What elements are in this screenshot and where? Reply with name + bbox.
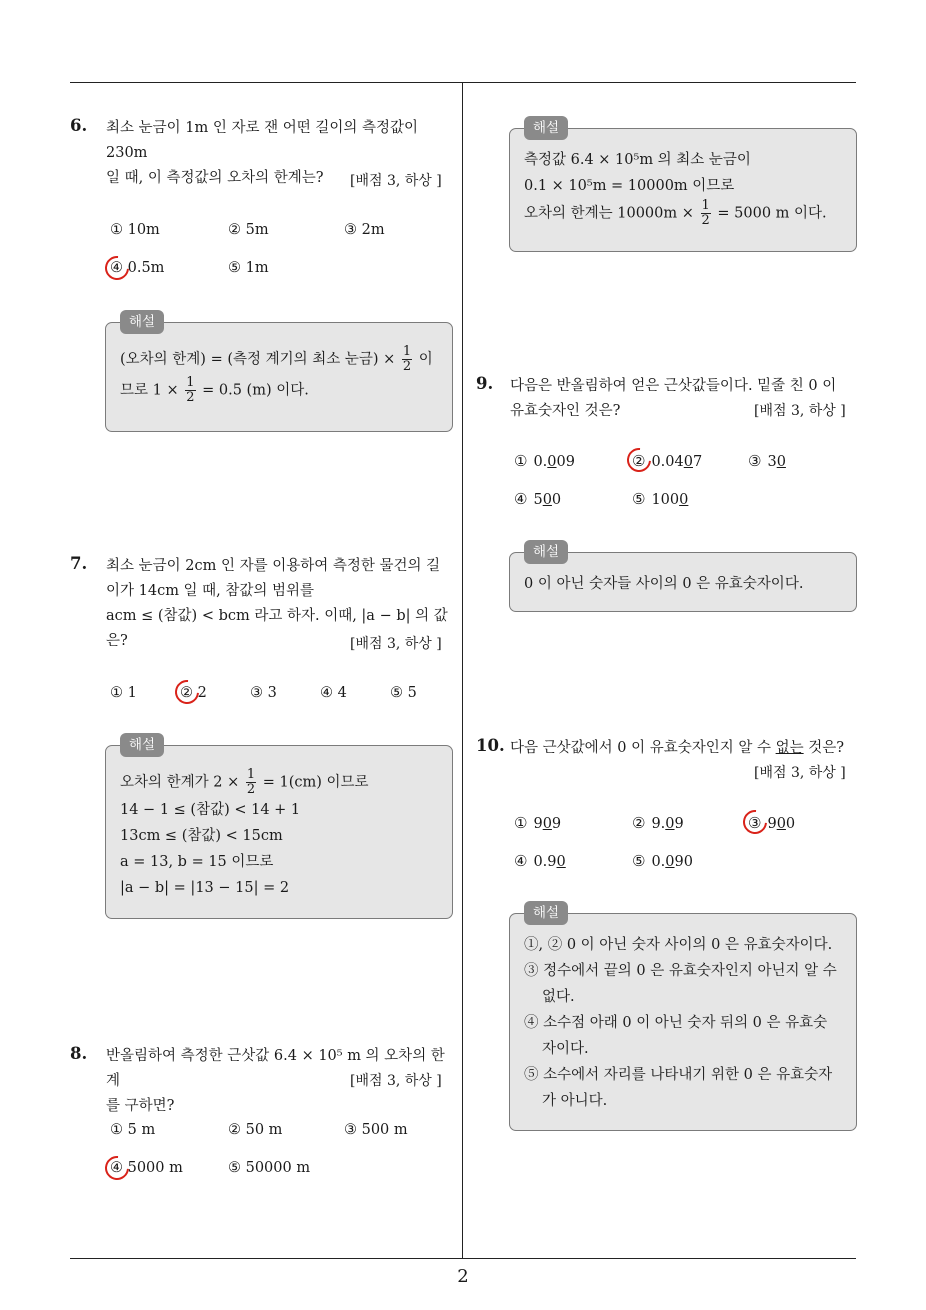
q6-solution-box bbox=[105, 314, 453, 432]
q10-solution-box bbox=[509, 905, 857, 1131]
q10-option-5[interactable]: ⑤ 0.090 bbox=[632, 852, 693, 870]
q10-option-3[interactable]: ③ 900 bbox=[748, 814, 796, 832]
q6-option-5[interactable]: ⑤ 1m bbox=[228, 260, 269, 276]
q7-sol-line2: 14 − 1 ≤ (참값) < 14 + 1 bbox=[120, 802, 301, 818]
q8-option-4[interactable]: ④ 5000 m bbox=[110, 1160, 183, 1176]
q9-option-3[interactable]: ③ 30 bbox=[748, 452, 786, 470]
q10-sol-line4: ④ 소수점 아래 0 이 아닌 숫자 뒤의 0 은 유효숫 bbox=[524, 1015, 828, 1031]
q6-line2: 일 때, 이 측정값의 오차의 한계는? bbox=[106, 170, 324, 186]
solution-tag: 해설 bbox=[524, 540, 568, 564]
q8-option-3[interactable]: ③ 500 m bbox=[344, 1122, 408, 1138]
answer-mark-circle bbox=[100, 1151, 134, 1185]
q7-line3: acm ≤ (참값) < bcm 라고 하자. 이때, |a − b| 의 값은? bbox=[106, 608, 448, 649]
answer-mark-circle bbox=[622, 443, 656, 477]
q10-option-4[interactable]: ④ 0.90 bbox=[514, 852, 566, 870]
q8-option-2[interactable]: ② 50 m bbox=[228, 1122, 283, 1138]
q8-solution-box bbox=[509, 120, 857, 252]
q7-solution-box bbox=[105, 737, 453, 919]
answer-mark-circle bbox=[738, 805, 772, 839]
q6-sol-line2: 므로 1 × $\frac{1}{2}$ = 0.5 (m) 이다. bbox=[120, 375, 309, 405]
q10-text bbox=[510, 736, 860, 761]
q7-line1: 최소 눈금이 2cm 인 자를 이용하여 측정한 물건의 길 bbox=[106, 558, 441, 574]
q10-sol-line1: ①, ② 0 이 아닌 숫자 사이의 0 은 유효숫자이다. bbox=[524, 937, 833, 953]
q8-number: 8. bbox=[70, 1044, 88, 1063]
q7-line2: 이가 14cm 일 때, 참값의 범위를 bbox=[106, 583, 315, 599]
q10-sol-line5: 자이다. bbox=[542, 1041, 589, 1057]
q7-option-4[interactable]: ④ 4 bbox=[320, 685, 347, 701]
q9-number: 9. bbox=[476, 374, 494, 393]
q8-line1: 반올림하여 측정한 근삿값 6.4 × 10⁵ m 의 오차의 한계 bbox=[106, 1048, 445, 1089]
q9-option-2[interactable]: ② 0.0407 bbox=[632, 452, 703, 470]
q6-option-3[interactable]: ③ 2m bbox=[344, 222, 385, 238]
q8-option-1[interactable]: ① 5 m bbox=[110, 1122, 156, 1138]
q8-score: [배점 3, 하상 ] bbox=[350, 1073, 442, 1089]
q7-score: [배점 3, 하상 ] bbox=[350, 636, 442, 652]
q7-sol-line4: a = 13, b = 15 이므로 bbox=[120, 854, 274, 870]
q7-option-5[interactable]: ⑤ 5 bbox=[390, 685, 417, 701]
q7-option-3[interactable]: ③ 3 bbox=[250, 685, 277, 701]
q9-solution-box bbox=[509, 544, 857, 612]
q8-sol-line3: 오차의 한계는 10000m × $\frac{1}{2}$ = 5000 m 이다. bbox=[524, 198, 827, 228]
q10-sol-line6: ⑤ 소수에서 자리를 나타내기 위한 0 은 유효숫자 bbox=[524, 1067, 833, 1083]
solution-tag: 해설 bbox=[524, 116, 568, 140]
q9-line2: 유효숫자인 것은? bbox=[510, 403, 621, 419]
q7-sol-line3: 13cm ≤ (참값) < 15cm bbox=[120, 828, 283, 844]
q6-option-4[interactable]: ④ 0.5m bbox=[110, 260, 165, 276]
page-number: 2 bbox=[457, 1266, 469, 1287]
q7-option-1[interactable]: ① 1 bbox=[110, 685, 137, 701]
q10-sol-line3: 없다. bbox=[542, 989, 575, 1005]
q9-option-1[interactable]: ① 0.009 bbox=[514, 452, 575, 470]
q8-sol-line1: 측정값 6.4 × 10⁵m 의 최소 눈금이 bbox=[524, 152, 751, 168]
q9-option-4[interactable]: ④ 500 bbox=[514, 490, 562, 508]
bottom-rule bbox=[70, 1258, 856, 1259]
q7-sol-line5: |a − b| = |13 − 15| = 2 bbox=[120, 880, 290, 896]
q10-line1: 다음 근삿값에서 0 이 유효숫자인지 알 수 없는 것은? bbox=[510, 740, 845, 756]
q10-number: 10. bbox=[476, 736, 505, 755]
solution-tag: 해설 bbox=[120, 733, 164, 757]
q6-score: [배점 3, 하상 ] bbox=[350, 173, 442, 189]
answer-mark-circle bbox=[100, 251, 134, 285]
q9-line1: 다음은 반올림하여 얻은 근삿값들이다. 밑줄 친 0 이 bbox=[510, 378, 837, 394]
column-divider bbox=[462, 82, 463, 1258]
answer-mark-circle bbox=[170, 675, 204, 709]
solution-tag: 해설 bbox=[120, 310, 164, 334]
q8-option-5[interactable]: ⑤ 50000 m bbox=[228, 1160, 311, 1176]
q10-sol-line2: ③ 정수에서 끝의 0 은 유효숫자인지 아닌지 알 수 bbox=[524, 963, 837, 979]
top-rule bbox=[70, 82, 856, 83]
q7-option-2[interactable]: ② 2 bbox=[180, 685, 207, 701]
q9-sol-line1: 0 이 아닌 숫자들 사이의 0 은 유효숫자이다. bbox=[524, 576, 804, 592]
q6-line1: 최소 눈금이 1m 인 자로 잰 어떤 길이의 측정값이 230m bbox=[106, 120, 418, 161]
q8-line2: 를 구하면? bbox=[106, 1098, 175, 1114]
q10-option-1[interactable]: ① 909 bbox=[514, 814, 562, 832]
q7-number: 7. bbox=[70, 554, 88, 573]
q6-number: 6. bbox=[70, 116, 88, 135]
q10-sol-line7: 가 아니다. bbox=[542, 1093, 608, 1109]
q8-sol-line2: 0.1 × 10⁵m = 10000m 이므로 bbox=[524, 178, 735, 194]
q6-option-2[interactable]: ② 5m bbox=[228, 222, 269, 238]
q9-score: [배점 3, 하상 ] bbox=[754, 403, 846, 419]
q10-option-2[interactable]: ② 9.09 bbox=[632, 814, 684, 832]
q10-score: [배점 3, 하상 ] bbox=[754, 765, 846, 781]
q9-option-5[interactable]: ⑤ 1000 bbox=[632, 490, 689, 508]
solution-tag: 해설 bbox=[524, 901, 568, 925]
q6-option-1[interactable]: ① 10m bbox=[110, 222, 160, 238]
q7-sol-line1: 오차의 한계가 2 × $\frac{1}{2}$ = 1(cm) 이므로 bbox=[120, 767, 369, 797]
q6-sol-line1: (오차의 한계) = (측정 계기의 최소 눈금) × $\frac{1}{2}$ 이 bbox=[120, 344, 433, 374]
